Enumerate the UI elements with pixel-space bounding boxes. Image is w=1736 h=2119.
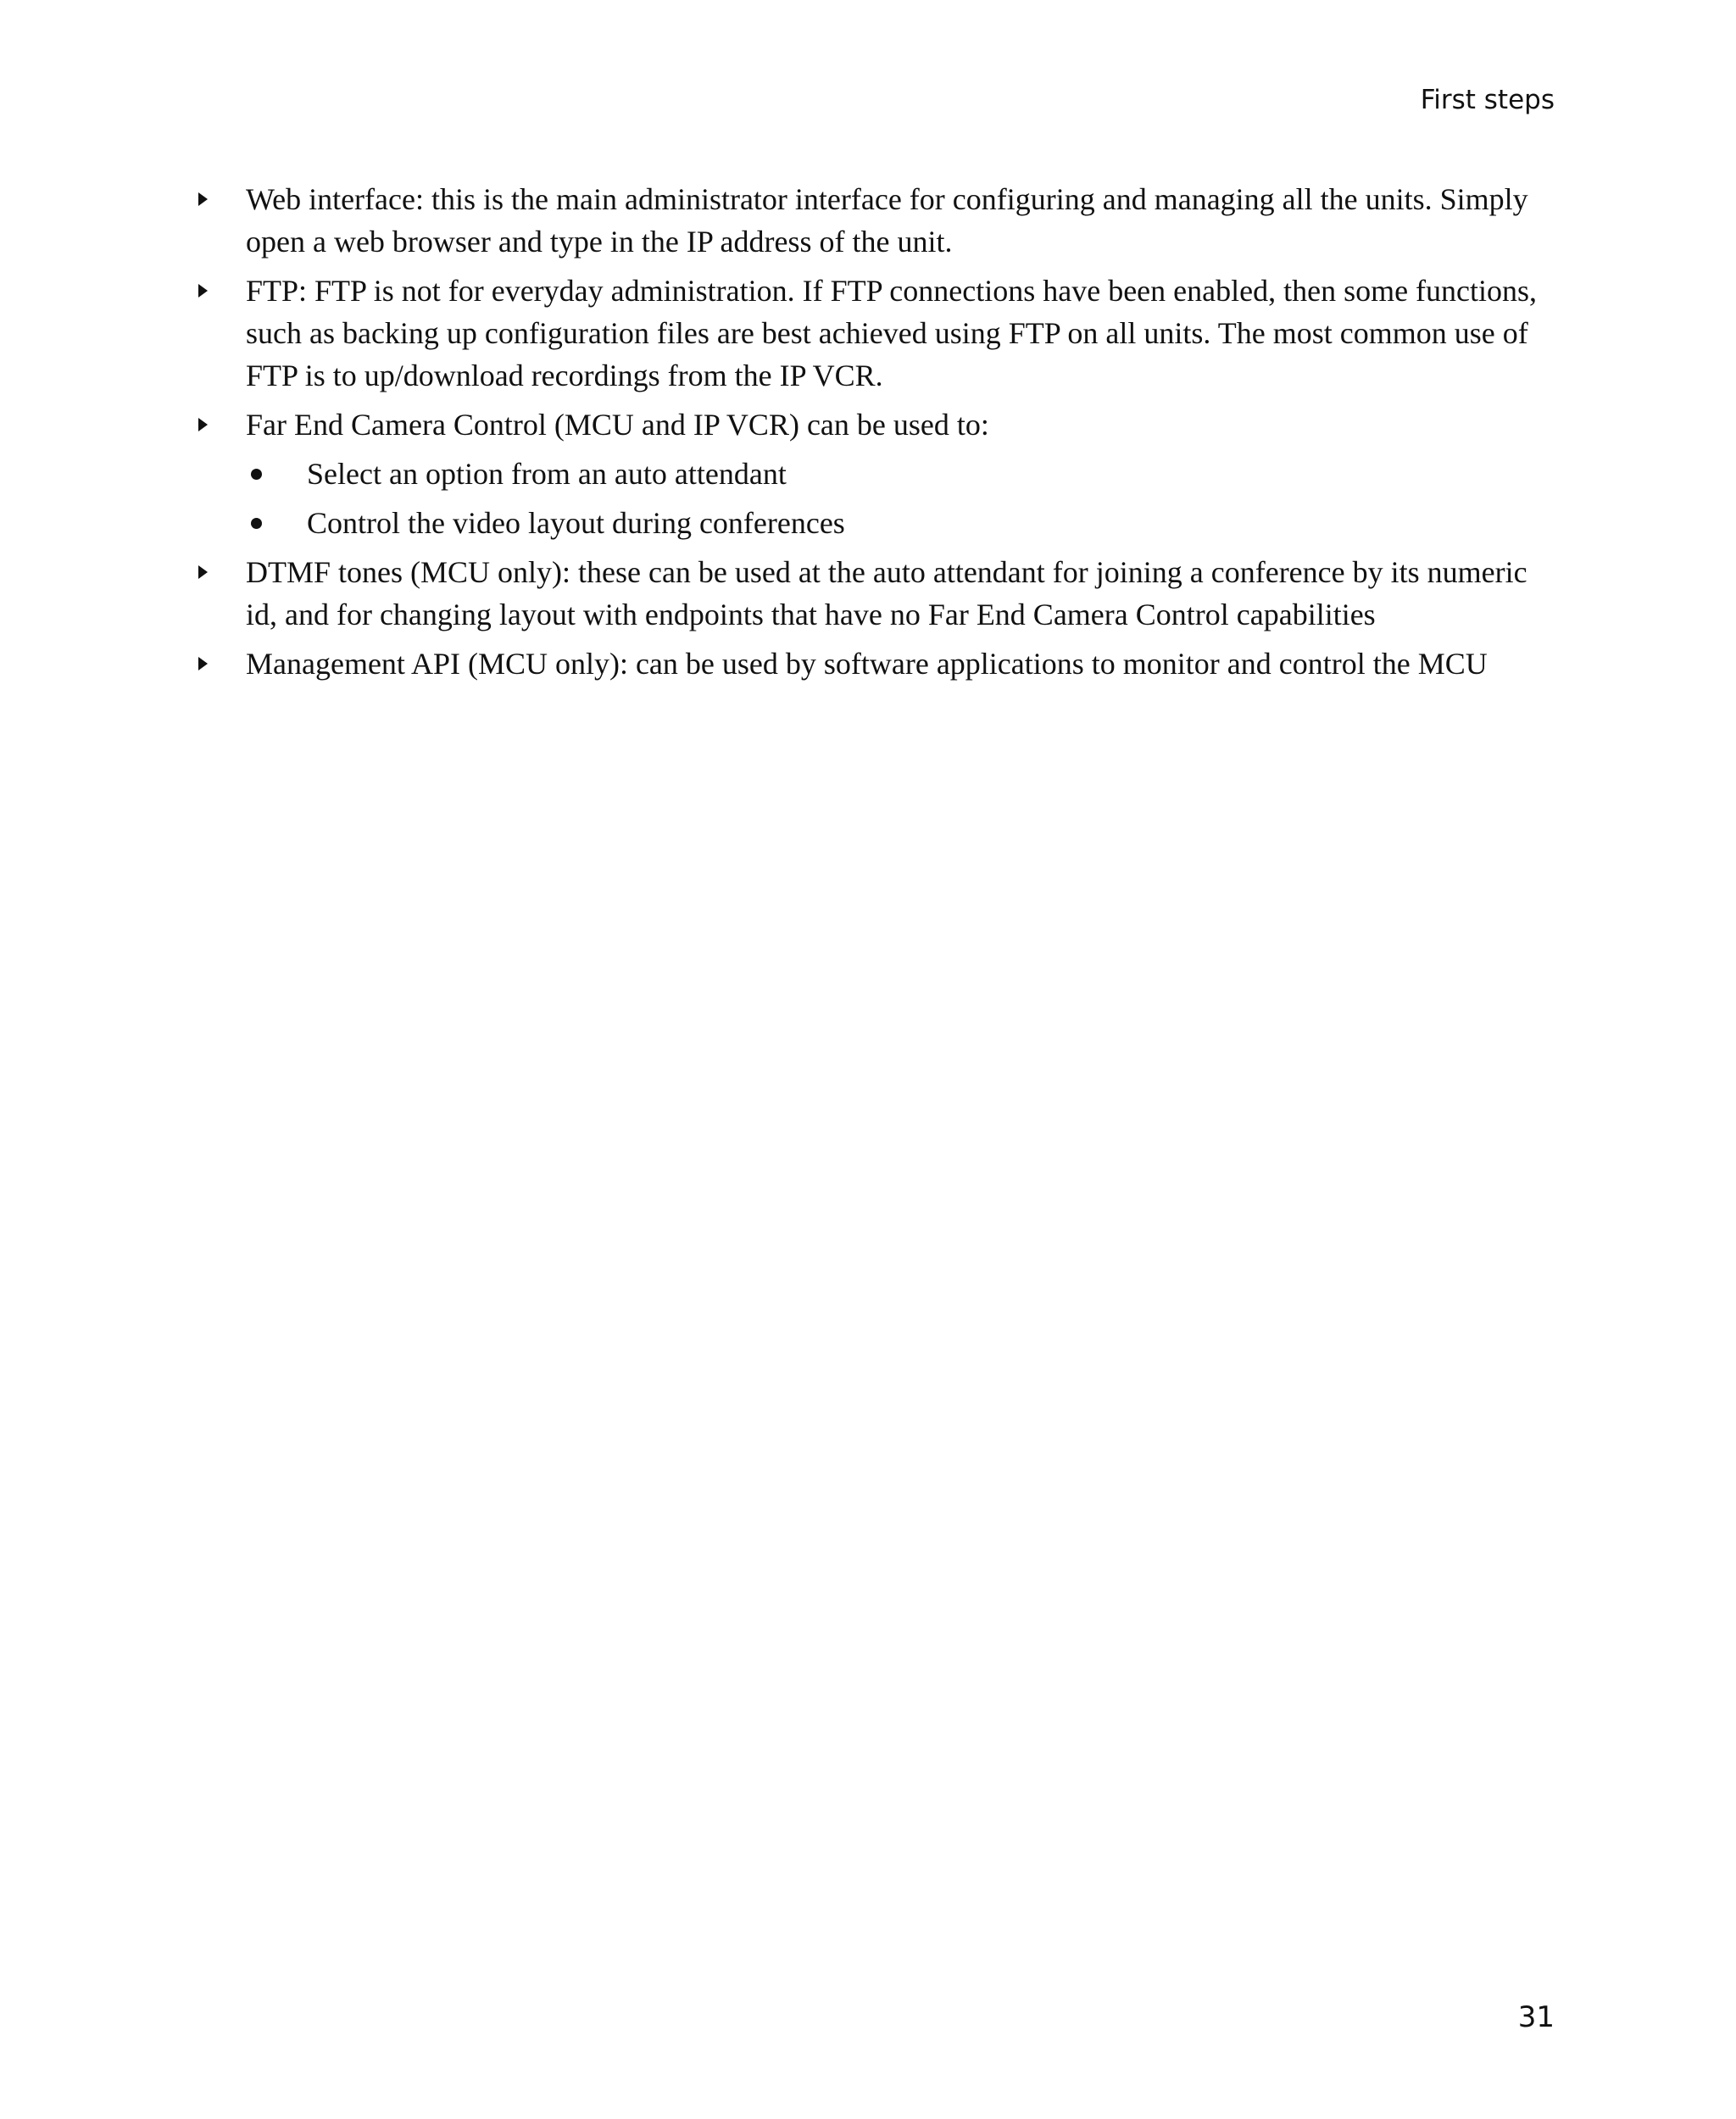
- list-item-text: FTP: FTP is not for everyday administration. If FTP connections have been enabled, then some functions, such as backing up configuration files are best achieved using FTP on all units. The most common use of FTP is to up/download recordings from the IP VCR.: [246, 274, 1538, 392]
- triangle-right-icon: [197, 282, 210, 299]
- list-item-text: DTMF tones (MCU only): these can be used at the auto attendant for joining a conference by its numeric id, and for changing layout with endpoints that have no Far End Camera Control capabilities: [246, 555, 1527, 631]
- list-item: [193, 551, 1555, 636]
- list-item: [193, 403, 1555, 544]
- sub-list-item-text: Control the video layout during conferences: [307, 506, 845, 540]
- list-item-text: Far End Camera Control (MCU and IP VCR) can be used to:: [246, 408, 989, 442]
- triangle-right-icon: [197, 655, 210, 672]
- sub-list: [246, 453, 1555, 544]
- triangle-right-icon: [197, 416, 210, 433]
- page-content: [193, 178, 1555, 692]
- triangle-right-icon: [197, 191, 210, 208]
- round-bullet-icon: [251, 469, 262, 480]
- list-item-text: Web interface: this is the main administrator interface for configuring and managing all the units. Simply open a web browser and type in the IP address of the unit.: [246, 182, 1528, 259]
- list-item: [193, 270, 1555, 397]
- list-item-text: Management API (MCU only): can be used by software applications to monitor and control the MCU: [246, 647, 1488, 681]
- sub-list-item: [246, 453, 1555, 495]
- bullet-list: [193, 178, 1555, 685]
- sub-list-item: [246, 502, 1555, 544]
- list-item: [193, 178, 1555, 263]
- list-item: [193, 642, 1555, 685]
- sub-list-item-text: Select an option from an auto attendant: [307, 457, 787, 491]
- page-number: 31: [1517, 2000, 1555, 2034]
- round-bullet-icon: [251, 518, 262, 529]
- triangle-right-icon: [197, 564, 210, 581]
- running-header: First steps: [1420, 85, 1555, 115]
